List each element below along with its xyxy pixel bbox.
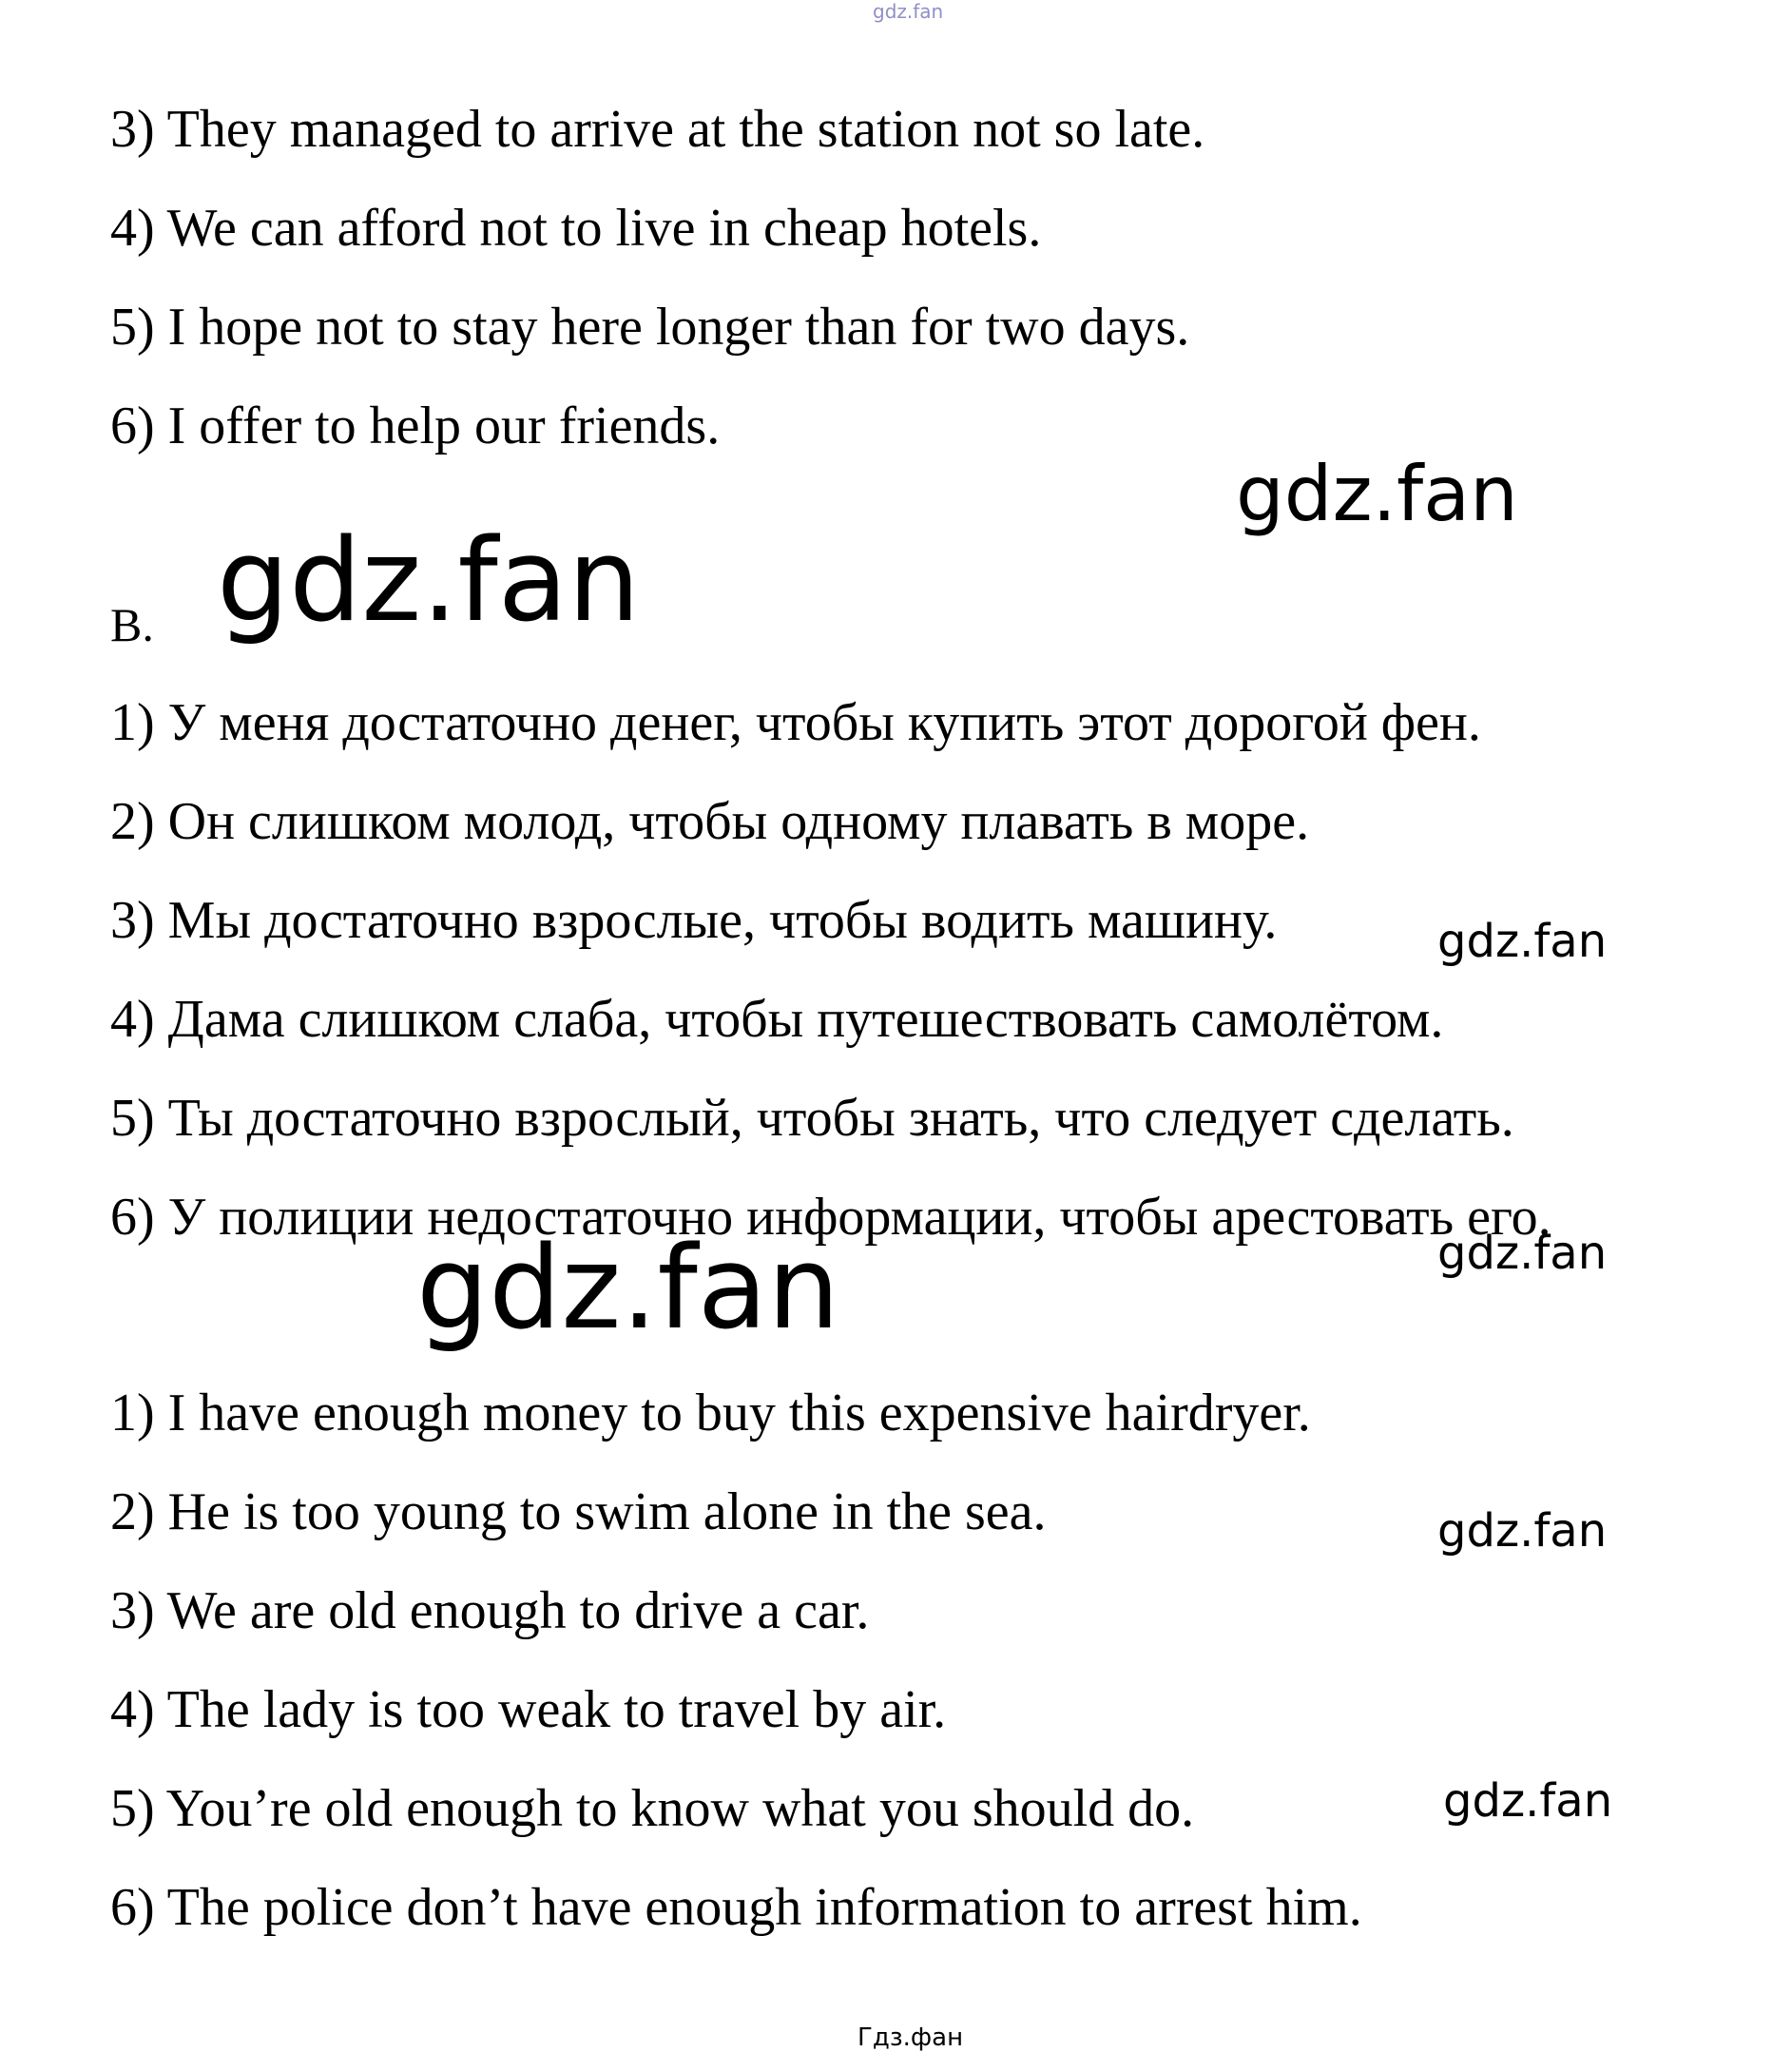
sentence-a6: 6) I offer to help our friends.: [110, 397, 721, 455]
watermark: gdz.fan: [416, 1223, 840, 1355]
russian-sentence-4: 4) Дама слишком слаба, чтобы путешествовать самолётом.: [110, 990, 1444, 1049]
english-sentence-5: 5) You’re old enough to know what you should do.: [110, 1779, 1195, 1838]
russian-sentence-3: 3) Мы достаточно взрослые, чтобы водить машину.: [110, 891, 1278, 950]
russian-sentence-2: 2) Он слишком молод, чтобы одному плавать в море.: [110, 792, 1310, 851]
footer-watermark: Гдз.фан: [857, 2023, 964, 2052]
top-watermark: gdz.fan: [873, 0, 944, 23]
watermark: gdz.fan: [217, 515, 641, 648]
russian-sentence-5: 5) Ты достаточно взрослый, чтобы знать, что следует сделать.: [110, 1089, 1514, 1148]
english-sentence-6: 6) The police don’t have enough information to arrest him.: [110, 1878, 1362, 1937]
watermark: gdz.fan: [1437, 915, 1608, 968]
sentence-a5: 5) I hope not to stay here longer than for two days.: [110, 298, 1190, 357]
english-sentence-1: 1) I have enough money to buy this expensive hairdryer.: [110, 1384, 1311, 1442]
section-b-label: B.: [110, 598, 154, 651]
russian-sentence-6: 6) У полиции недостаточно информации, чтобы арестовать его.: [110, 1188, 1551, 1247]
english-sentence-4: 4) The lady is too weak to travel by air.: [110, 1680, 947, 1739]
watermark: gdz.fan: [1437, 1504, 1608, 1558]
russian-sentence-1: 1) У меня достаточно денег, чтобы купить этот дорогой фен.: [110, 693, 1481, 752]
watermark: gdz.fan: [1236, 450, 1518, 538]
english-sentence-3: 3) We are old enough to drive a car.: [110, 1581, 870, 1640]
english-sentence-2: 2) He is too young to swim alone in the sea.: [110, 1482, 1047, 1541]
sentence-a4: 4) We can afford not to live in cheap hotels.: [110, 199, 1042, 258]
watermark: gdz.fan: [1437, 1227, 1608, 1280]
watermark: gdz.fan: [1443, 1774, 1613, 1828]
sentence-a3: 3) They managed to arrive at the station not so late.: [110, 100, 1205, 159]
